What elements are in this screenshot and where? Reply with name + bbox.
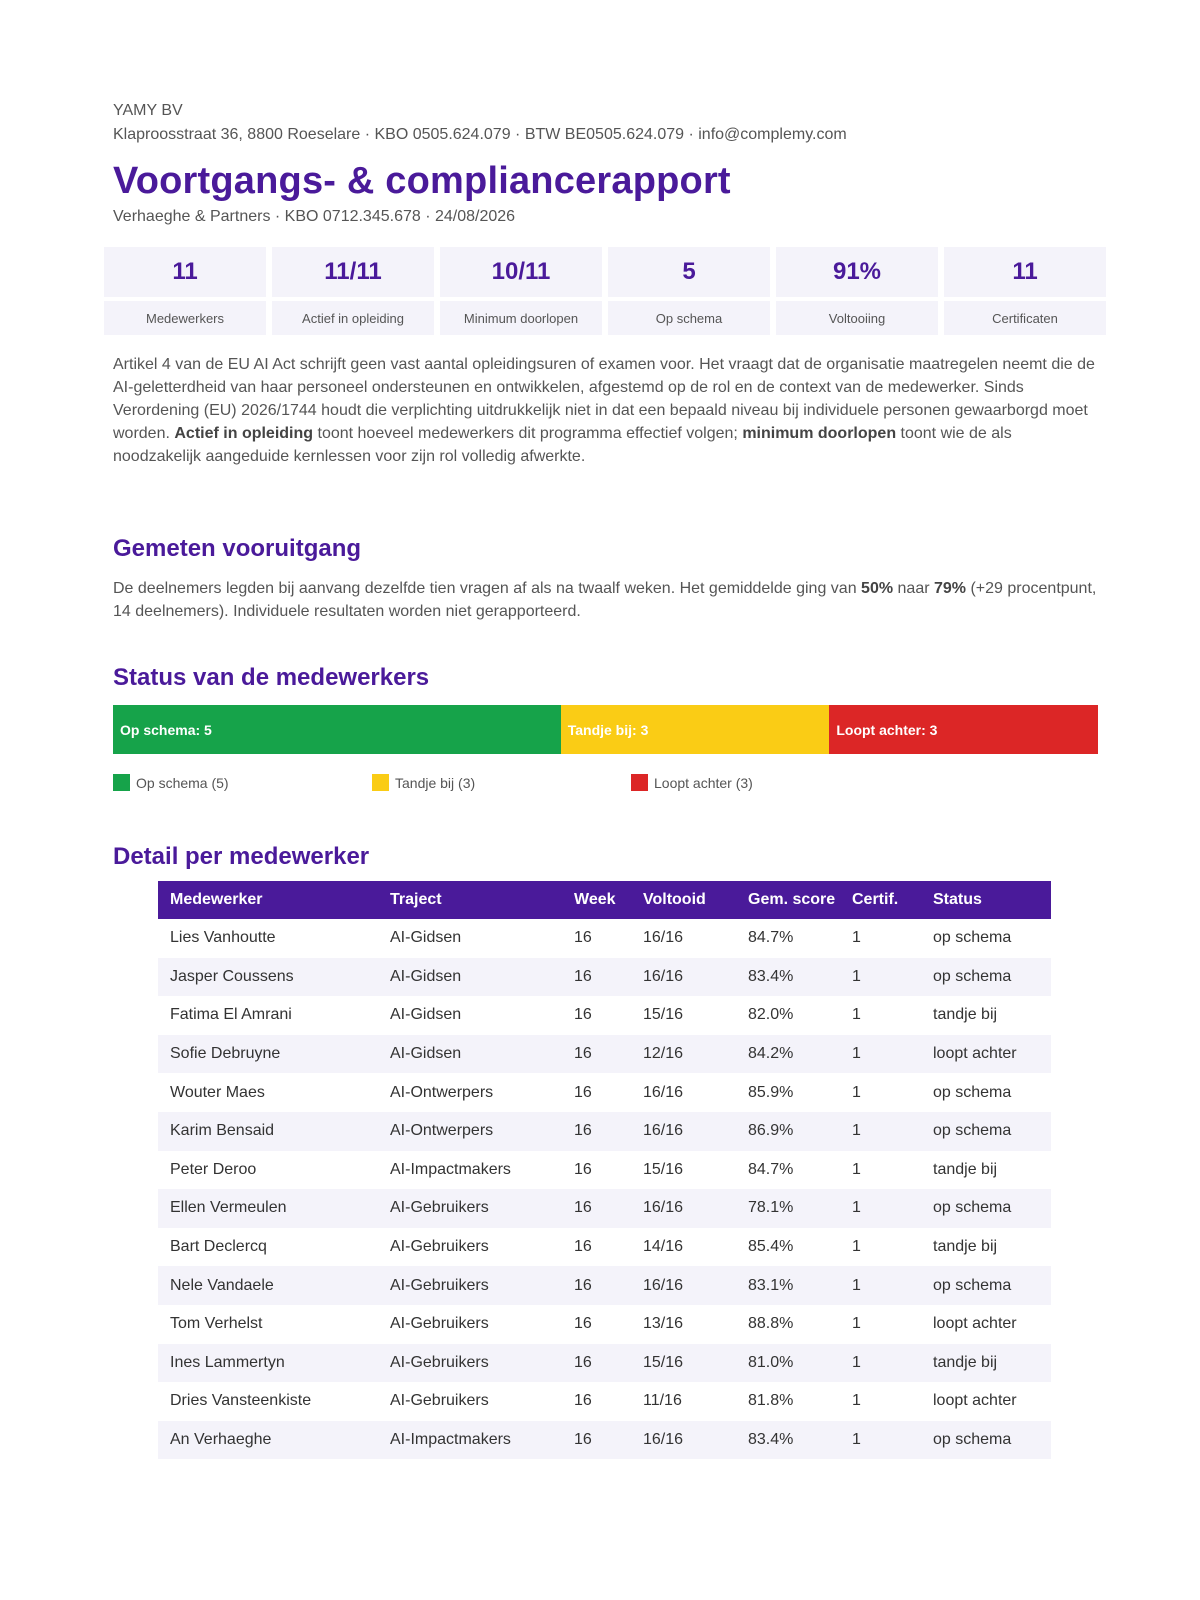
- cell-completed: 16/16: [631, 958, 736, 997]
- table-row: [158, 1228, 1051, 1267]
- kpi-card: [608, 247, 770, 335]
- legend-label: Op schema (5): [136, 774, 229, 791]
- cell-certificates: 1: [852, 1238, 861, 1256]
- section-heading-detail: Detail per medewerker: [113, 843, 370, 870]
- cell-certificates: 1: [852, 929, 861, 947]
- table-row: [158, 1035, 1051, 1074]
- legend-item: [631, 774, 753, 791]
- kpi-card: [440, 247, 602, 335]
- column-header: Voltooid: [631, 881, 736, 919]
- cell-status: op schema: [921, 1266, 1051, 1305]
- section-heading-status: Status van de medewerkers: [113, 664, 430, 691]
- cell-track: AI-Impactmakers: [378, 1421, 562, 1460]
- cell-track: AI-Gebruikers: [378, 1266, 562, 1305]
- legend-swatch: [113, 774, 130, 791]
- cell-track: AI-Gidsen: [390, 929, 462, 947]
- cell-certificates: 1: [840, 1421, 921, 1460]
- cell-completed: 15/16: [643, 1160, 684, 1178]
- column-header: Traject: [378, 881, 562, 919]
- cell-certificates: 1: [852, 1392, 861, 1410]
- cell-certificates: 1: [840, 1035, 921, 1074]
- status-bar: [113, 705, 1098, 754]
- cell-completed: 15/16: [643, 1006, 684, 1024]
- cell-employee: Peter Deroo: [170, 1160, 257, 1178]
- cell-week: 16: [574, 1392, 592, 1410]
- company-address: Klaproosstraat 36, 8800 Roeselare · KBO 0505.624.079 · BTW BE0505.624.079 · info@complemy.com: [113, 126, 847, 143]
- cell-status: op schema: [933, 929, 1012, 947]
- table-row: [158, 1189, 1051, 1228]
- cell-completed: 16/16: [643, 1083, 684, 1101]
- cell-track: AI-Gidsen: [378, 958, 562, 997]
- intro-text: toont hoeveel medewerkers dit programma effectief volgen;: [313, 425, 743, 442]
- cell-track: AI-Impactmakers: [390, 1160, 511, 1178]
- cell-track: AI-Gebruikers: [390, 1238, 489, 1256]
- progress-paragraph: [113, 577, 1103, 623]
- cell-avg-score: 83.1%: [736, 1266, 840, 1305]
- cell-status: tandje bij: [933, 1160, 998, 1178]
- cell-avg-score: 83.4%: [736, 1421, 840, 1460]
- cell-track: AI-Gebruikers: [378, 1344, 562, 1383]
- intro-paragraph: [113, 353, 1103, 468]
- cell-track: AI-Gidsen: [390, 1006, 462, 1024]
- kpi-card: [776, 247, 938, 335]
- cell-track: AI-Gebruikers: [390, 1315, 489, 1333]
- cell-week: 16: [562, 1112, 631, 1151]
- table-row: [158, 1382, 1051, 1421]
- progress-to-value: 79%: [934, 580, 967, 597]
- cell-avg-score: 84.7%: [748, 929, 794, 947]
- cell-certificates: 1: [852, 1315, 861, 1333]
- status-segment-needs-effort: Tandje bij: 3: [561, 705, 830, 754]
- page-subtitle: Verhaeghe & Partners · KBO 0712.345.678 · 24/08/2026: [113, 208, 516, 225]
- cell-avg-score: 82.0%: [748, 1006, 794, 1024]
- kpi-value: 11/11: [272, 247, 434, 297]
- status-legend: [113, 774, 1098, 794]
- table-row: [158, 1421, 1051, 1460]
- progress-text: naar: [893, 580, 934, 597]
- cell-track: AI-Gebruikers: [378, 1189, 562, 1228]
- cell-status: loopt achter: [921, 1035, 1051, 1074]
- cell-avg-score: 78.1%: [736, 1189, 840, 1228]
- cell-week: 16: [574, 1238, 592, 1256]
- column-header: Certif.: [840, 881, 921, 919]
- cell-certificates: 1: [840, 1344, 921, 1383]
- kpi-label: Op schema: [608, 301, 770, 335]
- cell-status: loopt achter: [933, 1315, 1017, 1333]
- cell-week: 16: [574, 929, 592, 947]
- cell-week: 16: [574, 1083, 592, 1101]
- kpi-card: [272, 247, 434, 335]
- cell-avg-score: 81.0%: [736, 1344, 840, 1383]
- cell-certificates: 1: [840, 1189, 921, 1228]
- cell-completed: 13/16: [643, 1315, 684, 1333]
- cell-avg-score: 86.9%: [736, 1112, 840, 1151]
- cell-completed: 14/16: [643, 1238, 684, 1256]
- cell-avg-score: 84.7%: [748, 1160, 794, 1178]
- cell-employee: Bart Declercq: [170, 1238, 267, 1256]
- cell-employee: Wouter Maes: [170, 1083, 265, 1101]
- kpi-value: 91%: [776, 247, 938, 297]
- cell-week: 16: [574, 1006, 592, 1024]
- column-header: Gem. score: [736, 881, 840, 919]
- cell-status: tandje bij: [933, 1006, 998, 1024]
- intro-text: toont wie de als noodzakelijk aangeduide kernlessen voor zijn rol volledig afwerkte.: [113, 425, 1012, 465]
- cell-completed: 15/16: [631, 1344, 736, 1383]
- legend-label: Tandje bij (3): [395, 774, 476, 791]
- table-body: [158, 919, 1051, 1459]
- cell-status: op schema: [921, 958, 1051, 997]
- cell-track: AI-Gebruikers: [390, 1392, 489, 1410]
- cell-week: 16: [562, 1189, 631, 1228]
- page-title: Voortgangs- & compliancerapport: [113, 160, 731, 202]
- cell-completed: 16/16: [631, 1421, 736, 1460]
- cell-completed: 16/16: [631, 1266, 736, 1305]
- kpi-value: 5: [608, 247, 770, 297]
- employee-table: [158, 881, 1051, 1459]
- legend-item: [113, 774, 229, 791]
- cell-avg-score: 85.4%: [748, 1238, 794, 1256]
- cell-track: AI-Gidsen: [378, 1035, 562, 1074]
- cell-employee: Ines Lammertyn: [158, 1344, 378, 1383]
- kpi-value: 10/11: [440, 247, 602, 297]
- column-header: Week: [562, 881, 631, 919]
- cell-certificates: 1: [840, 1112, 921, 1151]
- cell-completed: 16/16: [631, 1189, 736, 1228]
- kpi-value: 11: [944, 247, 1106, 297]
- cell-status: op schema: [921, 1112, 1051, 1151]
- legend-swatch: [631, 774, 648, 791]
- section-heading-progress: Gemeten vooruitgang: [113, 535, 362, 562]
- cell-status: tandje bij: [921, 1344, 1051, 1383]
- cell-week: 16: [562, 1421, 631, 1460]
- cell-avg-score: 81.8%: [748, 1392, 794, 1410]
- cell-track: AI-Ontwerpers: [378, 1112, 562, 1151]
- table-row: [158, 919, 1051, 958]
- status-segment-on-track: Op schema: 5: [113, 705, 561, 754]
- status-segment-behind: Loopt achter: 3: [829, 705, 1098, 754]
- kpi-label: Medewerkers: [104, 301, 266, 335]
- intro-bold-term: minimum doorlopen: [742, 425, 897, 442]
- cell-employee: Karim Bensaid: [158, 1112, 378, 1151]
- cell-certificates: 1: [852, 1160, 861, 1178]
- cell-week: 16: [562, 1035, 631, 1074]
- cell-avg-score: 83.4%: [736, 958, 840, 997]
- cell-employee: Jasper Coussens: [158, 958, 378, 997]
- cell-completed: 12/16: [631, 1035, 736, 1074]
- kpi-label: Certificaten: [944, 301, 1106, 335]
- cell-avg-score: 88.8%: [748, 1315, 794, 1333]
- cell-status: tandje bij: [933, 1238, 998, 1256]
- cell-avg-score: 85.9%: [748, 1083, 794, 1101]
- cell-employee: Nele Vandaele: [158, 1266, 378, 1305]
- cell-employee: Ellen Vermeulen: [158, 1189, 378, 1228]
- cell-certificates: 1: [852, 1083, 861, 1101]
- cell-employee: Lies Vanhoutte: [170, 929, 276, 947]
- cell-status: op schema: [933, 1083, 1012, 1101]
- cell-certificates: 1: [840, 958, 921, 997]
- kpi-value: 11: [104, 247, 266, 297]
- table-row: [158, 1151, 1051, 1190]
- intro-text: Artikel 4 van de EU AI Act schrijft geen vast aantal opleidingsuren of examen voor. Het vraagt dat de organisatie maatregelen neemt die de AI-geletterdheid van haar personeel ondersteunen en ontwikkelen, afgestemd op de rol en de context van de medewerker. Sinds Verordening (EU) 2026/1744 houdt die verplichting uitdrukkelijk niet in dat een bepaald niveau bij individuele personen gewaarborgd moet worden.: [113, 356, 1095, 442]
- progress-text: De deelnemers legden bij aanvang dezelfde tien vragen af als na twaalf weken. Het gemiddelde ging van: [113, 580, 862, 597]
- legend-swatch: [372, 774, 389, 791]
- table-row: [158, 1112, 1051, 1151]
- intro-bold-term: Actief in opleiding: [174, 425, 314, 442]
- kpi-card: [944, 247, 1106, 335]
- cell-employee: Fatima El Amrani: [170, 1006, 292, 1024]
- cell-week: 16: [562, 1266, 631, 1305]
- kpi-card: [104, 247, 266, 335]
- table-row: [158, 1073, 1051, 1112]
- column-header: Medewerker: [158, 881, 378, 919]
- cell-certificates: 1: [840, 1266, 921, 1305]
- cell-track: AI-Ontwerpers: [390, 1083, 494, 1101]
- table-row: [158, 1266, 1051, 1305]
- cell-employee: Sofie Debruyne: [158, 1035, 378, 1074]
- cell-completed: 16/16: [643, 929, 684, 947]
- company-name: YAMY BV: [113, 102, 183, 119]
- cell-status: op schema: [921, 1189, 1051, 1228]
- progress-text: (+29 procentpunt, 14 deelnemers). Individuele resultaten worden niet gerapporteerd.: [113, 580, 1097, 620]
- table-header-row: [158, 881, 1051, 919]
- cell-week: 16: [574, 1160, 592, 1178]
- cell-completed: 16/16: [631, 1112, 736, 1151]
- cell-avg-score: 84.2%: [736, 1035, 840, 1074]
- kpi-row: [104, 247, 1110, 335]
- cell-certificates: 1: [852, 1006, 861, 1024]
- cell-status: op schema: [921, 1421, 1051, 1460]
- table-row: [158, 1305, 1051, 1344]
- table-row: [158, 958, 1051, 997]
- cell-employee: An Verhaeghe: [158, 1421, 378, 1460]
- cell-week: 16: [574, 1315, 592, 1333]
- table-row: [158, 1344, 1051, 1383]
- cell-week: 16: [562, 1344, 631, 1383]
- cell-completed: 11/16: [643, 1392, 682, 1410]
- kpi-label: Minimum doorlopen: [440, 301, 602, 335]
- table-row: [158, 996, 1051, 1035]
- kpi-label: Voltooiing: [776, 301, 938, 335]
- cell-status: loopt achter: [933, 1392, 1017, 1410]
- legend-label: Loopt achter (3): [654, 774, 753, 791]
- column-header: Status: [921, 881, 1051, 919]
- legend-item: [372, 774, 475, 791]
- cell-week: 16: [562, 958, 631, 997]
- cell-employee: Tom Verhelst: [170, 1315, 263, 1333]
- cell-employee: Dries Vansteenkiste: [170, 1392, 312, 1410]
- kpi-label: Actief in opleiding: [272, 301, 434, 335]
- progress-from-value: 50%: [861, 580, 894, 597]
